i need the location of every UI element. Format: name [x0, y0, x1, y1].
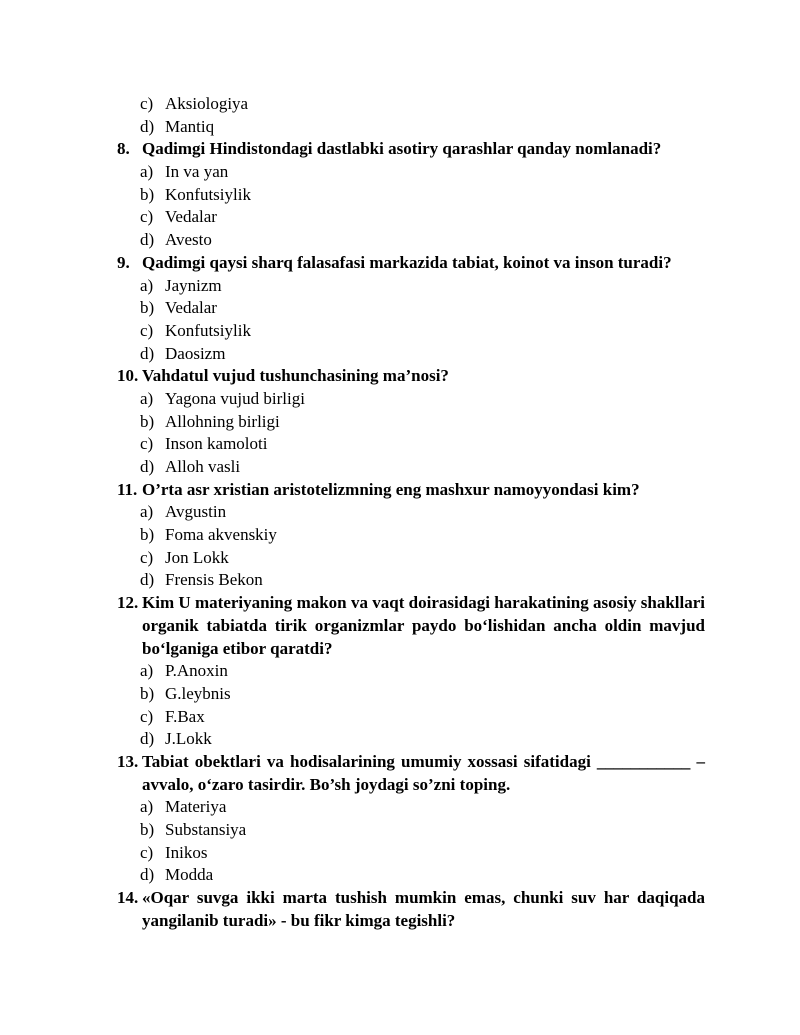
option-text: Mantiq [165, 116, 215, 136]
option-letter: b) [140, 820, 155, 840]
option-text: G.leybnis [165, 683, 231, 703]
option-letter: b) [140, 184, 155, 204]
option-text: Avesto [165, 230, 212, 250]
option-letter: d) [140, 457, 155, 476]
question-8 [0, 138, 705, 161]
option-text: Allohning birligi [165, 411, 280, 431]
option-text: Aksiologiya [165, 94, 249, 113]
option-text: Modda [165, 865, 214, 885]
option-letter: c) [140, 706, 154, 726]
option-letter: d) [140, 865, 155, 885]
option-letter: c) [140, 434, 154, 454]
option-a [0, 388, 800, 411]
option-c [0, 842, 800, 865]
option-b [0, 819, 800, 842]
option-c [0, 206, 800, 229]
option-text: Avgustin [165, 502, 227, 522]
question-11 [0, 479, 705, 502]
question-text: Vahdatul vujud tushunchasining ma’nosi? [142, 366, 449, 386]
option-text: Konfutsiylik [165, 184, 251, 204]
question-number: 10. [117, 366, 139, 386]
option-text: Konfutsiylik [165, 320, 251, 340]
option-letter: c) [140, 207, 154, 227]
option-d [0, 116, 800, 139]
option-letter: a) [140, 502, 154, 522]
option-text: Alloh vasli [165, 457, 241, 476]
question-14 [0, 887, 705, 932]
option-c [0, 433, 800, 456]
question-12 [0, 592, 705, 660]
option-letter: c) [140, 842, 154, 862]
quiz-content [0, 93, 800, 933]
option-letter: b) [140, 298, 155, 318]
option-letter: c) [140, 94, 154, 113]
option-text: Substansiya [165, 820, 247, 840]
option-letter: d) [140, 570, 155, 590]
option-letter: d) [140, 343, 155, 363]
option-letter: a) [140, 661, 154, 681]
option-text: Daosizm [165, 343, 226, 363]
question-text: Tabiat obektlari va hodisalarining umumiy xossasi sifatidagi ___________ – avvalo, o‘zaro tasirdir. Bo’sh joydagi so’zni toping. [142, 751, 705, 794]
option-b [0, 524, 800, 547]
question-number: 11. [117, 479, 138, 499]
option-b [0, 683, 800, 706]
option-a [0, 796, 800, 819]
question-text: Kim U materiyaning makon va vaqt doirasidagi harakatining asosiy shakllari organik tabiatda tirik organizmlar paydo bo‘lishidan ancha oldin mavjud bo‘lganiga etibor qaratdi? [142, 593, 705, 658]
question-number: 14. [117, 888, 139, 908]
option-text: Vedalar [165, 207, 217, 227]
option-d [0, 229, 800, 252]
option-text: Inson kamoloti [165, 434, 268, 454]
option-d [0, 728, 800, 751]
option-b [0, 297, 800, 320]
option-text: J.Lokk [165, 729, 212, 749]
question-number: 9. [117, 252, 130, 272]
option-c [0, 93, 800, 116]
option-letter: a) [140, 275, 154, 295]
option-letter: a) [140, 388, 154, 408]
option-letter: d) [140, 729, 155, 749]
option-letter: b) [140, 683, 155, 703]
question-text: O’rta asr xristian aristotelizmning eng mashxur namoyyondasi kim? [142, 479, 640, 499]
question-10 [0, 365, 705, 388]
option-d [0, 456, 800, 479]
option-b [0, 184, 800, 207]
option-text: Jaynizm [165, 275, 222, 295]
option-d [0, 343, 800, 366]
option-a [0, 501, 800, 524]
option-letter: a) [140, 162, 154, 182]
option-text: In va yan [165, 162, 229, 182]
option-text: Frensis Bekon [165, 570, 263, 590]
option-c [0, 706, 800, 729]
option-a [0, 161, 800, 184]
option-text: Yagona vujud birligi [165, 388, 305, 408]
option-text: F.Bax [165, 706, 205, 726]
question-9 [0, 252, 705, 275]
question-text: «Oqar suvga ikki marta tushish mumkin emas, chunki suv har daqiqada yangilanib turadi» - bu fikr kimga tegishli? [142, 888, 705, 930]
option-letter: d) [140, 230, 155, 250]
option-letter: d) [140, 116, 155, 136]
option-c [0, 320, 800, 343]
question-13 [0, 751, 705, 796]
option-text: Materiya [165, 797, 227, 817]
option-text: Inikos [165, 842, 208, 862]
question-text: Qadimgi Hindistondagi dastlabki asotiry qarashlar qanday nomlanadi? [142, 139, 662, 159]
option-text: Foma akvenskiy [165, 525, 277, 545]
option-letter: b) [140, 411, 155, 431]
question-text: Qadimgi qaysi sharq falasafasi markazida tabiat, koinot va inson turadi? [142, 252, 672, 272]
option-letter: c) [140, 547, 154, 567]
question-number: 8. [117, 139, 130, 159]
option-text: Jon Lokk [165, 547, 229, 567]
option-d [0, 864, 800, 887]
option-letter: a) [140, 797, 154, 817]
option-c [0, 547, 800, 570]
question-number: 13. [117, 751, 139, 771]
question-number: 12. [117, 593, 139, 613]
option-a [0, 275, 800, 298]
option-text: P.Anoxin [165, 661, 228, 681]
option-letter: c) [140, 320, 154, 340]
option-letter: b) [140, 525, 155, 545]
option-a [0, 660, 800, 683]
option-d [0, 569, 800, 592]
option-text: Vedalar [165, 298, 217, 318]
option-b [0, 411, 800, 434]
